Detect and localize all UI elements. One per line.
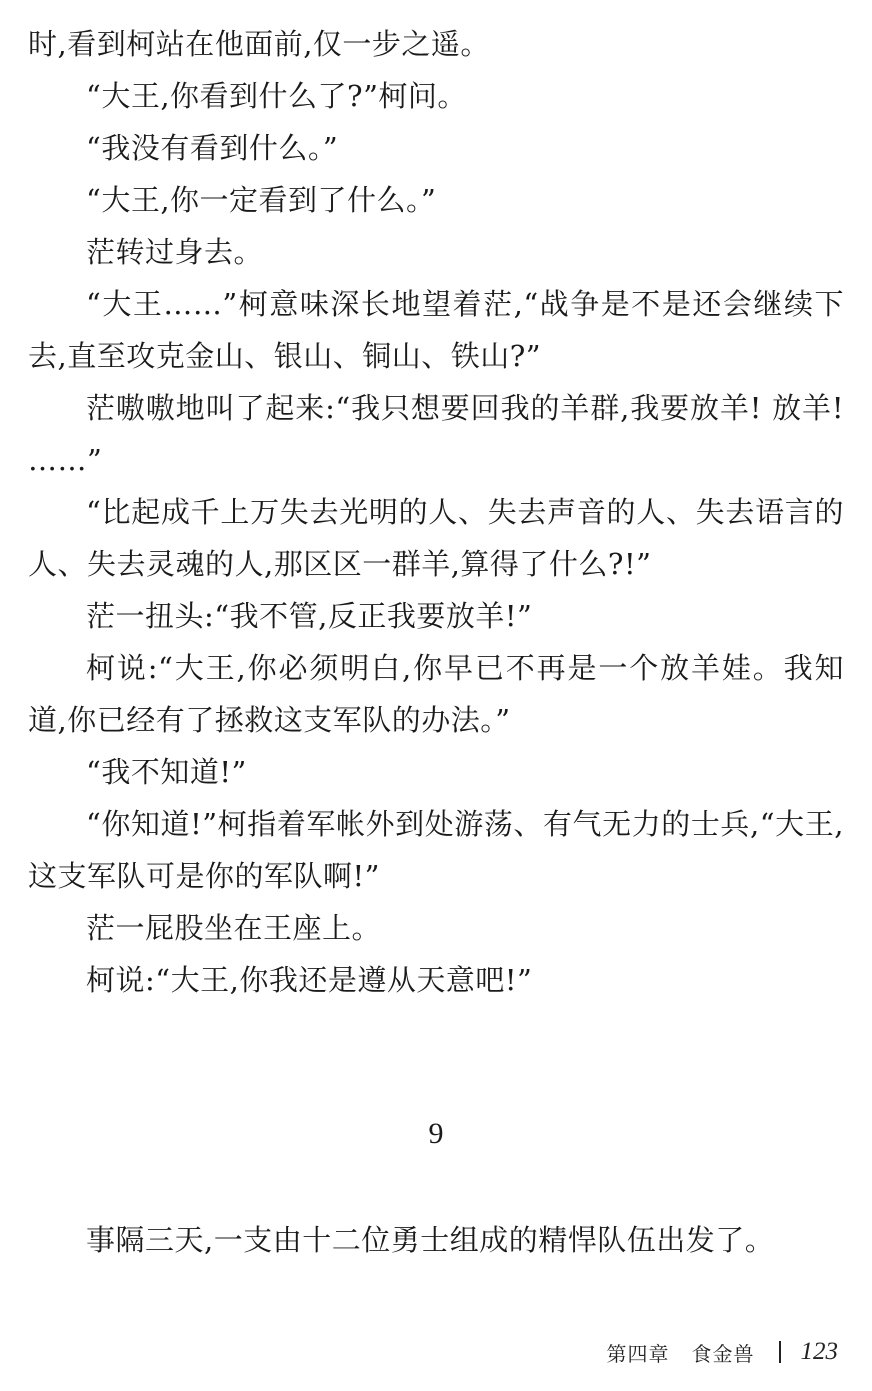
paragraph: “比起成千上万失去光明的人、失去声音的人、失去语言的人、失去灵魂的人,那区区一群羊,算得了什么?!”: [28, 495, 844, 581]
paragraph: “你知道!”柯指着军帐外到处游荡、有气无力的士兵,“大王,这支军队可是你的军队啊!”: [28, 807, 844, 893]
paragraph: 柯说:“大王,你我还是遵从天意吧!”: [86, 963, 533, 997]
paragraph: “大王……”柯意味深长地望着茫,“战争是不是还会继续下去,直至攻克金山、银山、铜山、铁山?”: [28, 287, 844, 373]
paragraph: “大王,你看到什么了?”柯问。: [86, 79, 467, 113]
paragraph: 柯说:“大王,你必须明白,你早已不再是一个放羊娃。我知道,你已经有了拯救这支军队的办法。”: [28, 651, 844, 737]
body-text: [28, 18, 844, 1006]
paragraph: “大王,你一定看到了什么。”: [86, 183, 437, 217]
section-number: 9: [428, 1117, 444, 1150]
paragraph: 茫一屁股坐在王座上。: [86, 911, 382, 945]
page-number: 123: [800, 1338, 838, 1365]
page-footer: [607, 1332, 839, 1372]
section-body: [28, 1214, 844, 1266]
chapter-label: 第四章: [606, 1341, 670, 1366]
paragraph: 茫嗷嗷地叫了起来:“我只想要回我的羊群,我要放羊! 放羊! ……”: [28, 391, 844, 477]
paragraph: “我没有看到什么。”: [86, 131, 339, 165]
footer-divider: [779, 1341, 781, 1363]
paragraph: 时,看到柯站在他面前,仅一步之遥。: [28, 27, 490, 61]
paragraph: 事隔三天,一支由十二位勇士组成的精悍队伍出发了。: [86, 1223, 775, 1257]
paragraph: 茫一扭头:“我不管,反正我要放羊!”: [86, 599, 533, 633]
paragraph: “我不知道!”: [86, 755, 247, 789]
paragraph: 茫转过身去。: [86, 235, 264, 269]
chapter-title: 食金兽: [691, 1341, 755, 1366]
